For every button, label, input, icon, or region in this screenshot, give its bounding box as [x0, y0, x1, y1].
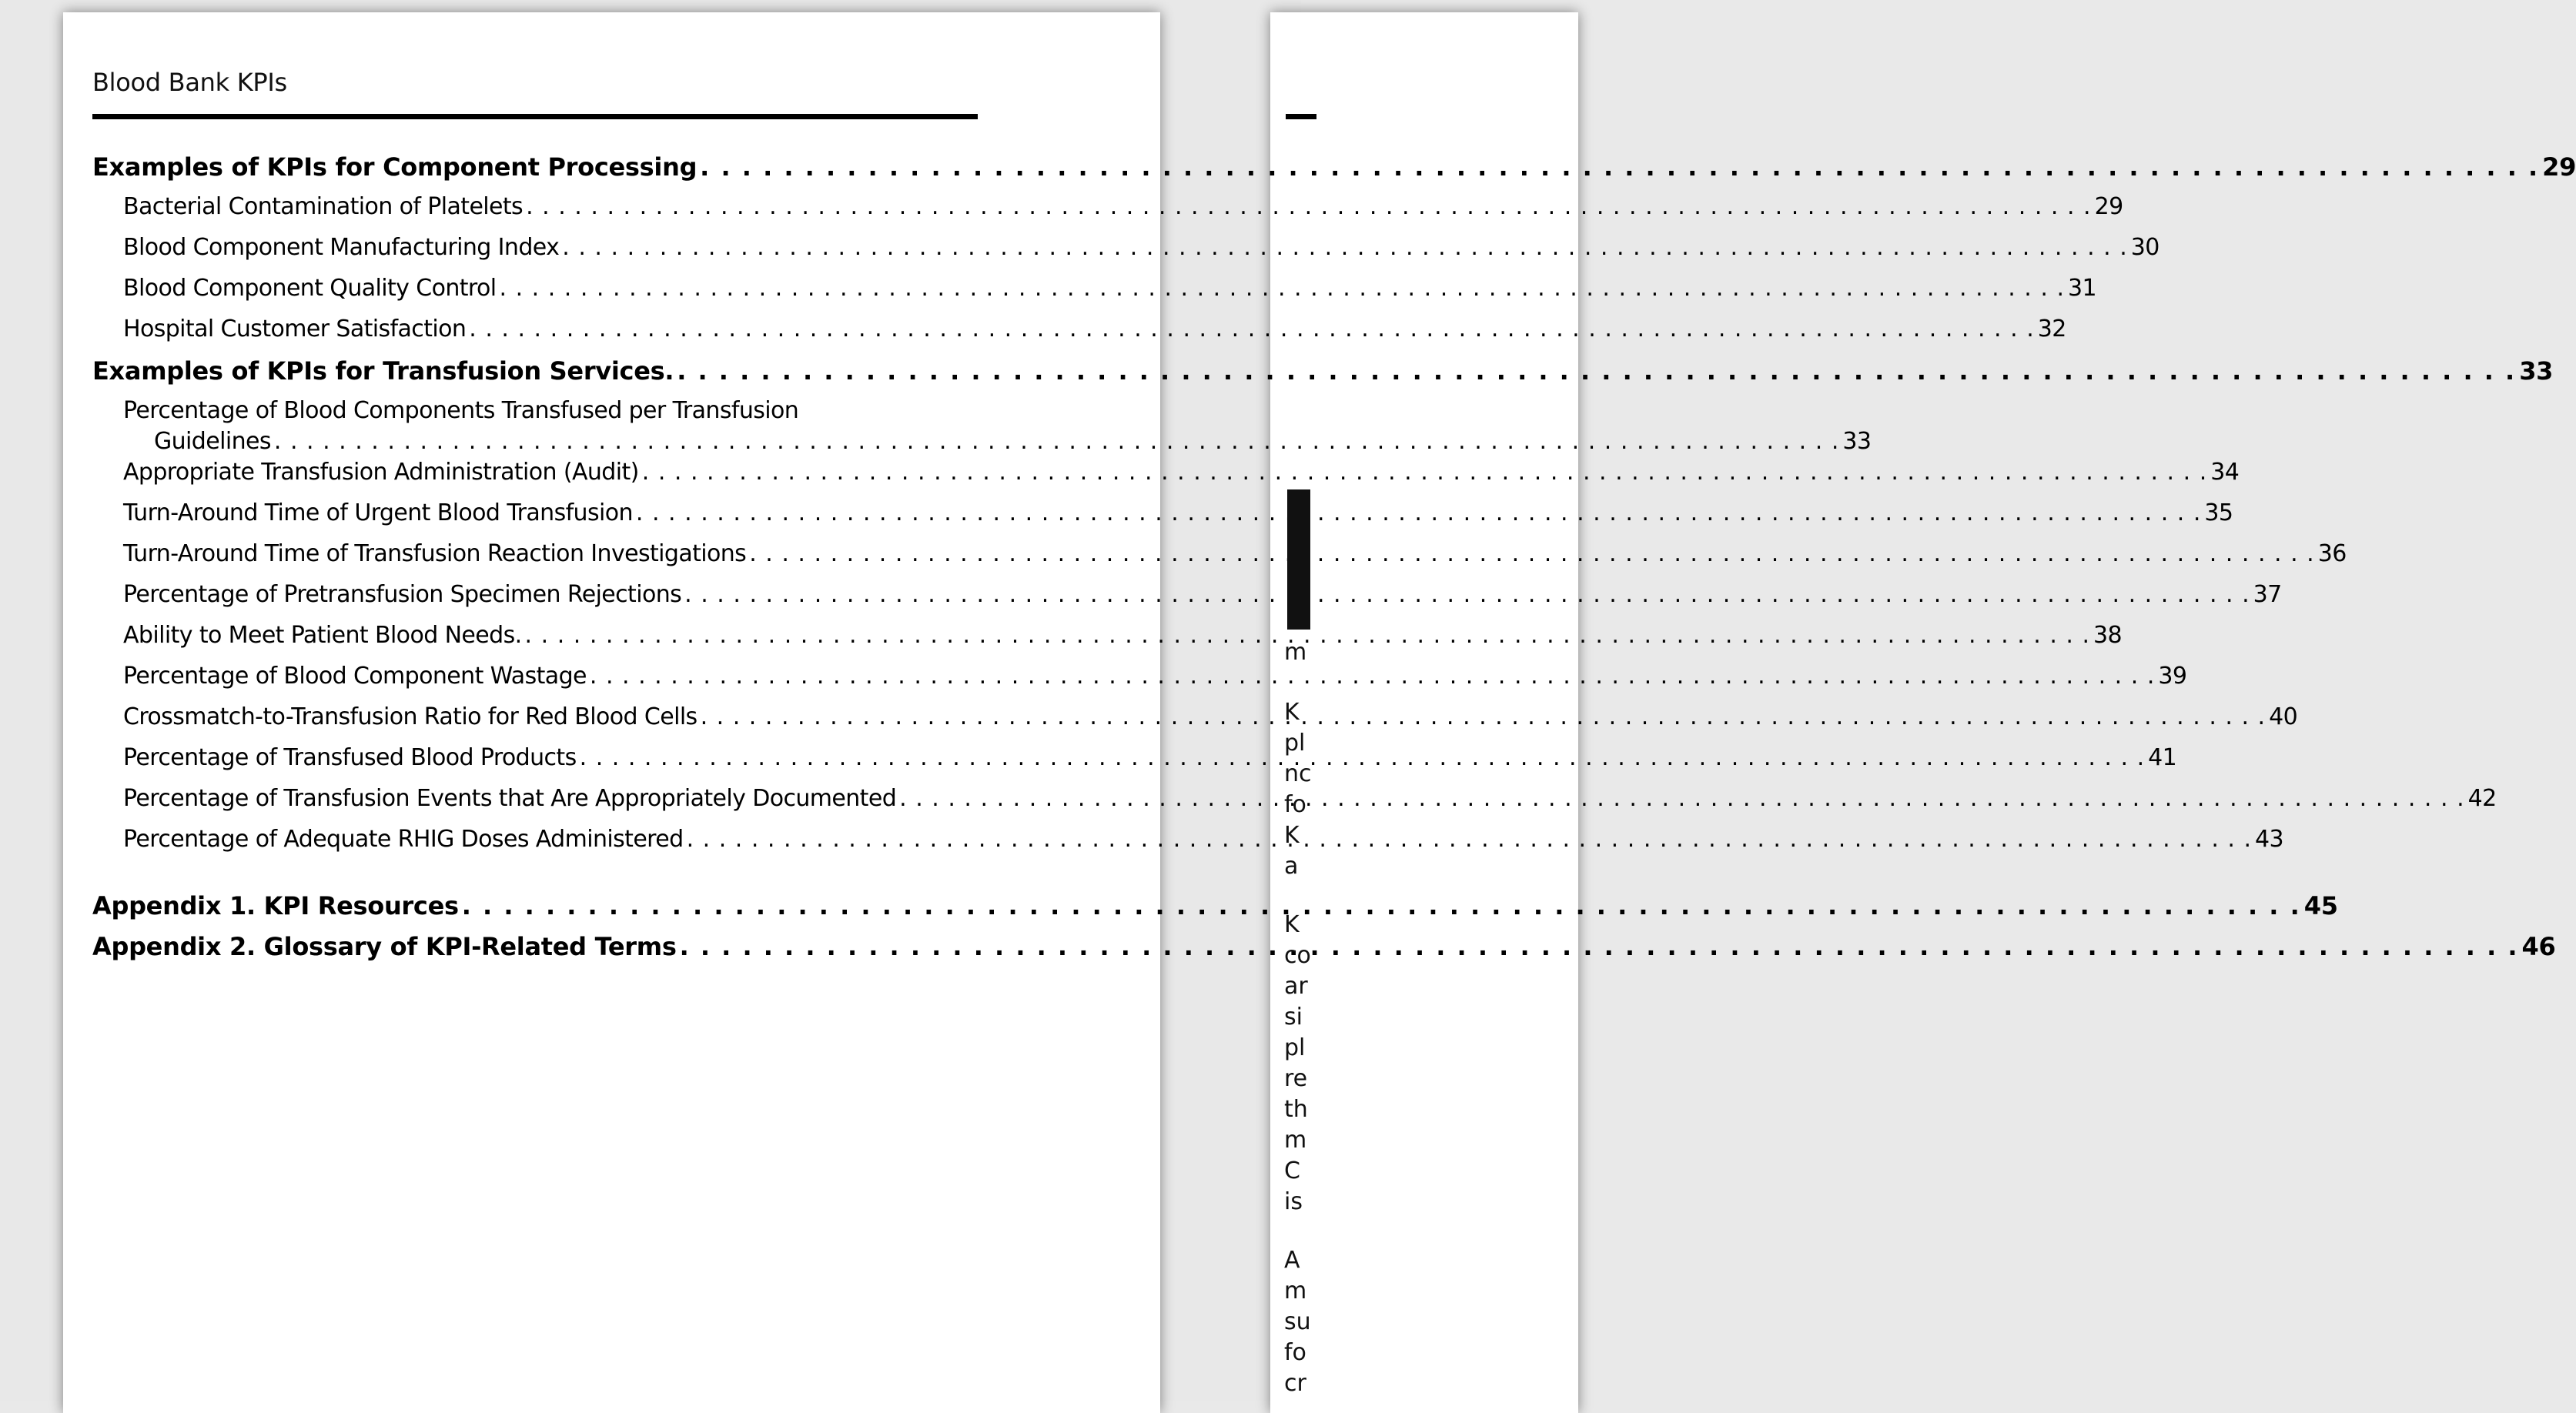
toc-appendix-1[interactable]: [92, 891, 2338, 932]
toc-item-title: Percentage of Pretransfusion Specimen Rejections: [123, 581, 682, 608]
toc-item[interactable]: [92, 581, 2282, 622]
running-head: Blood Bank KPIs: [92, 68, 287, 97]
toc-appendix-title: Appendix 2. Glossary of KPI-Related Terms: [92, 932, 677, 961]
right-page-text-fragment: pl: [1284, 730, 1306, 757]
dot-leader: [684, 581, 2250, 608]
toc-page-number: 37: [2253, 581, 2282, 608]
toc-item[interactable]: [92, 275, 2096, 316]
toc-item-title: Percentage of Adequate RHIG Doses Administered: [123, 826, 684, 853]
right-page-text-fragment: su: [1284, 1308, 1311, 1335]
spacer: [92, 867, 978, 891]
toc-item[interactable]: [92, 663, 2187, 703]
toc-page-number: 33: [1842, 428, 1872, 455]
toc-item-title: Percentage of Transfusion Events that Are Appropriately Documented: [123, 785, 897, 812]
right-page-text-fragment: fo: [1284, 791, 1306, 818]
toc-page-number: 29: [2094, 193, 2123, 220]
dot-leader: [700, 152, 2539, 182]
toc-page-number: 38: [2093, 622, 2123, 649]
right-page-text-fragment: co: [1284, 942, 1311, 969]
toc-item-title: Percentage of Blood Component Wastage: [123, 663, 587, 690]
right-page-text-fragment: pl: [1284, 1034, 1306, 1061]
dot-leader: [749, 540, 2314, 567]
dot-leader: [469, 316, 2034, 342]
toc-page-number: 43: [2255, 826, 2284, 853]
toc-item-title: Bacterial Contamination of Platelets: [123, 193, 524, 220]
toc-page-number: 30: [2130, 234, 2159, 261]
toc-section-component-processing[interactable]: [92, 152, 2576, 193]
dot-leader: [274, 428, 1839, 455]
dot-leader: [680, 932, 2519, 961]
toc-page-number: 40: [2269, 703, 2298, 730]
toc-item-title: Percentage of Transfused Blood Products: [123, 744, 577, 771]
right-page-text-fragment: m: [1284, 1278, 1307, 1304]
right-page-text-fragment: cr: [1284, 1370, 1306, 1397]
toc-section-title: Examples of KPIs for Component Processing: [92, 152, 698, 182]
right-page-text-fragment: th: [1284, 1096, 1308, 1123]
right-page-dark-graphic: [1287, 489, 1310, 630]
toc-item-title: Ability to Meet Patient Blood Needs.: [123, 622, 522, 649]
right-page-text-fragment: K: [1284, 822, 1300, 849]
right-page-text-fragment: re: [1284, 1065, 1308, 1092]
right-page-text-fragment: K: [1284, 911, 1300, 938]
toc-item[interactable]: [92, 459, 2240, 499]
toc-page-number: 34: [2210, 459, 2240, 486]
toc-page-number: 39: [2158, 663, 2187, 690]
right-page-text-fragment: C: [1284, 1157, 1300, 1184]
toc-page-number: 45: [2303, 891, 2338, 920]
toc-page-number: 42: [2467, 785, 2497, 812]
dot-leader: [526, 193, 2091, 220]
toc-item[interactable]: [92, 193, 2123, 234]
toc-appendix-title: Appendix 1. KPI Resources: [92, 891, 459, 920]
dot-leader: [462, 891, 2301, 920]
toc-item-title: Crossmatch-to-Transfusion Ratio for Red Blood Cells: [123, 703, 698, 730]
dot-leader: [642, 459, 2207, 486]
dot-leader: [899, 785, 2464, 812]
toc-item-title: Appropriate Transfusion Administration (Audit): [123, 459, 639, 486]
toc-page-number: 29: [2542, 152, 2576, 182]
toc-page-number: 41: [2148, 744, 2177, 771]
toc-item-title: Blood Component Manufacturing Index: [123, 234, 560, 261]
right-page-text-fragment: nc: [1284, 760, 1312, 787]
right-page-text-fragment: fo: [1284, 1339, 1306, 1366]
dot-leader: [677, 356, 2516, 386]
header-rule: [92, 114, 978, 119]
toc-item[interactable]: [92, 622, 2123, 663]
toc-item[interactable]: [92, 316, 2066, 356]
dot-leader: [687, 826, 2252, 853]
toc-item[interactable]: [92, 826, 2284, 867]
right-page-text-fragment: si: [1284, 1004, 1303, 1031]
dot-leader: [580, 744, 2145, 771]
toc-page-number: 46: [2521, 932, 2556, 961]
toc-section-transfusion-services[interactable]: [92, 356, 2554, 397]
right-page-text-fragment: m: [1284, 639, 1307, 666]
right-page-text-fragment: m: [1284, 1127, 1307, 1154]
right-page-text-fragment: ar: [1284, 973, 1308, 1000]
toc-item-title: Hospital Customer Satisfaction: [123, 316, 467, 342]
dot-leader: [500, 275, 2065, 302]
right-page-text-fragment: is: [1284, 1188, 1303, 1215]
right-page-header-rule: [1286, 114, 1316, 119]
toc-item-title: Turn-Around Time of Urgent Blood Transfusion: [123, 499, 633, 526]
toc-page-number: 33: [2519, 356, 2554, 386]
toc-page-number: 35: [2204, 499, 2233, 526]
toc-item-second-line: [123, 428, 1872, 459]
toc-item-title: Turn-Around Time of Transfusion Reaction Investigations: [123, 540, 747, 567]
toc-page-number: 31: [2067, 275, 2096, 302]
toc-item-title-line1: Percentage of Blood Components Transfused per Transfusion: [123, 397, 799, 424]
dot-leader: [562, 234, 2127, 261]
right-page-text-fragment: K: [1284, 699, 1300, 726]
dot-leader: [701, 703, 2266, 730]
toc-item-wrapped[interactable]: [92, 397, 1872, 459]
right-page-text-fragment: a: [1284, 853, 1299, 880]
toc-page-number: 32: [2037, 316, 2066, 342]
toc-section-title: Examples of KPIs for Transfusion Services.: [92, 356, 674, 386]
toc-item[interactable]: [92, 499, 2233, 540]
toc-page-number: 36: [2317, 540, 2347, 567]
right-page-text-fragment: A: [1284, 1247, 1300, 1274]
toc-item[interactable]: [92, 540, 2347, 581]
dot-leader: [590, 663, 2155, 690]
toc-item-title: Blood Component Quality Control: [123, 275, 497, 302]
toc-item-title-line2: Guidelines: [154, 428, 271, 455]
toc-item[interactable]: [92, 234, 2159, 275]
dot-leader: [636, 499, 2201, 526]
